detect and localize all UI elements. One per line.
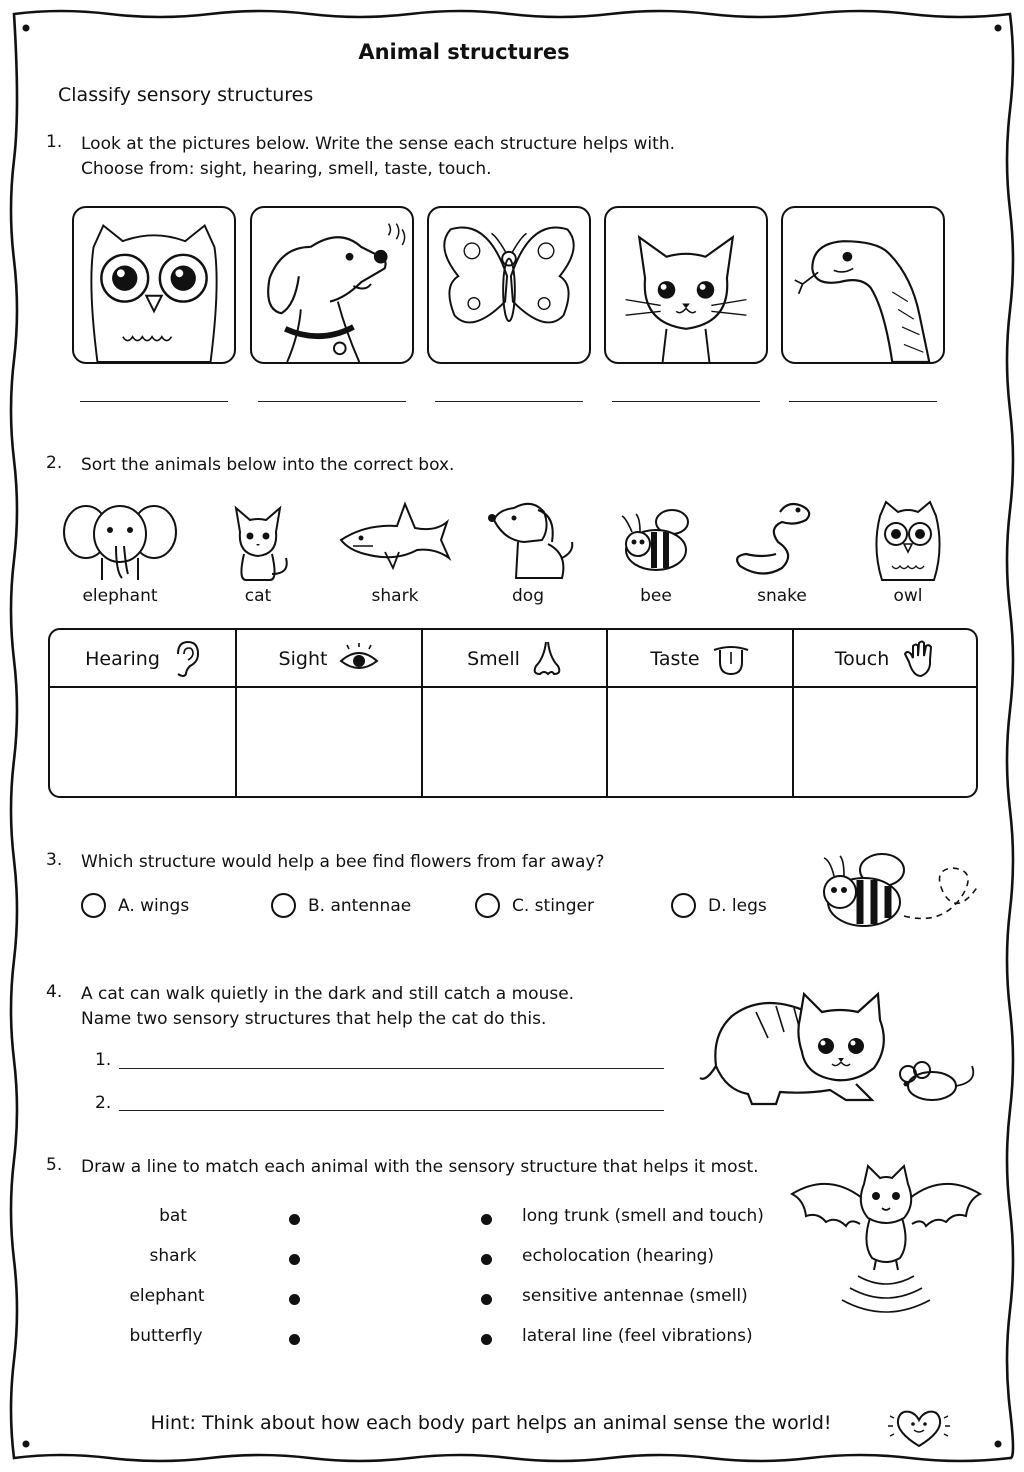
match-right-trunk: long trunk (smell and touch) (522, 1206, 764, 1226)
q3-option-c[interactable]: C. stinger (475, 893, 594, 918)
q1-instruction: Look at the pictures below. Write the sense each structure helps with. (81, 134, 676, 154)
q3-question: Which structure would help a bee find flowers from far away? (81, 852, 605, 872)
match-dot-right-4[interactable] (481, 1334, 492, 1345)
col-smell: Smell (423, 630, 606, 688)
animal-owl (848, 498, 968, 606)
q5-number: 5. (46, 1155, 63, 1175)
nose-icon (532, 640, 562, 678)
q4-number: 4. (46, 982, 63, 1002)
cat-icon (606, 208, 766, 362)
match-right-antennae: sensitive antennae (smell) (522, 1286, 748, 1306)
q5-instruction: Draw a line to match each animal with the sensory structure that helps it most. (81, 1157, 759, 1177)
animal-dog (468, 498, 588, 606)
dog-nose-picture (250, 206, 414, 364)
match-dot-left-3[interactable] (289, 1294, 300, 1305)
q4-answer-blank-2[interactable] (119, 1110, 664, 1111)
match-left-butterfly: butterfly (129, 1326, 203, 1346)
col-sight: Sight (237, 630, 421, 688)
q3-option-b[interactable]: B. antennae (271, 893, 411, 918)
butterfly-picture (427, 206, 591, 364)
q1-answer-blank-5[interactable] (789, 401, 937, 402)
q2-instruction: Sort the animals below into the correct box. (81, 455, 455, 475)
snake-small-icon (722, 498, 842, 582)
animal-label: elephant (82, 586, 158, 606)
q4-blank-label-1: 1. (95, 1050, 112, 1070)
animal-cat (198, 498, 318, 606)
bee-small-icon (596, 498, 716, 582)
q1-answer-blank-1[interactable] (80, 401, 228, 402)
bat-icon (788, 1160, 984, 1328)
animal-label: owl (893, 586, 923, 606)
q4-question: A cat can walk quietly in the dark and still catch a mouse. (81, 984, 575, 1004)
animal-bee (596, 498, 716, 606)
q3-number: 3. (46, 850, 63, 870)
snake-tongue-picture (781, 206, 945, 364)
match-left-elephant: elephant (129, 1286, 205, 1306)
q1-number: 1. (46, 132, 63, 152)
heart-icon (884, 1406, 954, 1452)
hint-text: Hint: Think about how each body part helps an animal sense the world! (150, 1412, 832, 1434)
col-taste: Taste (608, 630, 792, 688)
animal-label: cat (244, 586, 272, 606)
q4-blank-label-2: 2. (95, 1093, 112, 1113)
q2-number: 2. (46, 453, 63, 473)
ear-icon (172, 640, 200, 678)
elephant-icon (60, 498, 180, 582)
dog-small-icon (468, 498, 588, 582)
radio-circle[interactable] (475, 893, 500, 918)
cat-whiskers-picture (604, 206, 768, 364)
match-right-echolocation: echolocation (hearing) (522, 1246, 715, 1266)
page-title: Animal structures (358, 40, 570, 64)
match-left-shark: shark (149, 1246, 197, 1266)
sort-table (48, 628, 978, 798)
match-dot-left-1[interactable] (289, 1214, 300, 1225)
q1-answer-blank-4[interactable] (612, 401, 760, 402)
q1-answer-blank-2[interactable] (258, 401, 406, 402)
cat-small-icon (198, 498, 318, 582)
radio-circle[interactable] (271, 893, 296, 918)
dog-icon (252, 208, 412, 362)
animal-label: bee (640, 586, 672, 606)
animal-label: shark (371, 586, 419, 606)
match-dot-left-2[interactable] (289, 1254, 300, 1265)
eye-icon (339, 643, 379, 675)
owl-eyes-picture (72, 206, 236, 364)
match-dot-right-1[interactable] (481, 1214, 492, 1225)
q4-instruction: Name two sensory structures that help the cat do this. (81, 1009, 547, 1029)
col-touch: Touch (794, 630, 978, 688)
owl-icon (74, 208, 234, 362)
match-dot-right-2[interactable] (481, 1254, 492, 1265)
flying-bee-icon (812, 846, 982, 938)
page-subtitle: Classify sensory structures (58, 84, 314, 106)
owl-small-icon (848, 498, 968, 582)
tongue-icon (712, 642, 750, 676)
match-dot-right-3[interactable] (481, 1294, 492, 1305)
match-dot-left-4[interactable] (289, 1334, 300, 1345)
q3-option-d[interactable]: D. legs (671, 893, 767, 918)
radio-circle[interactable] (81, 893, 106, 918)
match-left-bat: bat (159, 1206, 187, 1226)
col-hearing: Hearing (50, 630, 235, 688)
hand-icon (901, 640, 937, 678)
match-right-lateral-line: lateral line (feel vibrations) (522, 1326, 753, 1346)
animal-shark (335, 498, 455, 606)
radio-circle[interactable] (671, 893, 696, 918)
snake-icon (783, 208, 943, 362)
animal-snake (722, 498, 842, 606)
q3-option-a[interactable]: A. wings (81, 893, 189, 918)
q4-answer-blank-1[interactable] (119, 1068, 664, 1069)
cat-and-mouse-icon (696, 986, 980, 1110)
animal-label: dog (512, 586, 544, 606)
animal-elephant (60, 498, 180, 606)
shark-icon (335, 498, 455, 582)
butterfly-icon (429, 208, 589, 362)
q1-answer-blank-3[interactable] (435, 401, 583, 402)
q1-choices: Choose from: sight, hearing, smell, taste, touch. (81, 159, 492, 179)
animal-label: snake (757, 586, 807, 606)
